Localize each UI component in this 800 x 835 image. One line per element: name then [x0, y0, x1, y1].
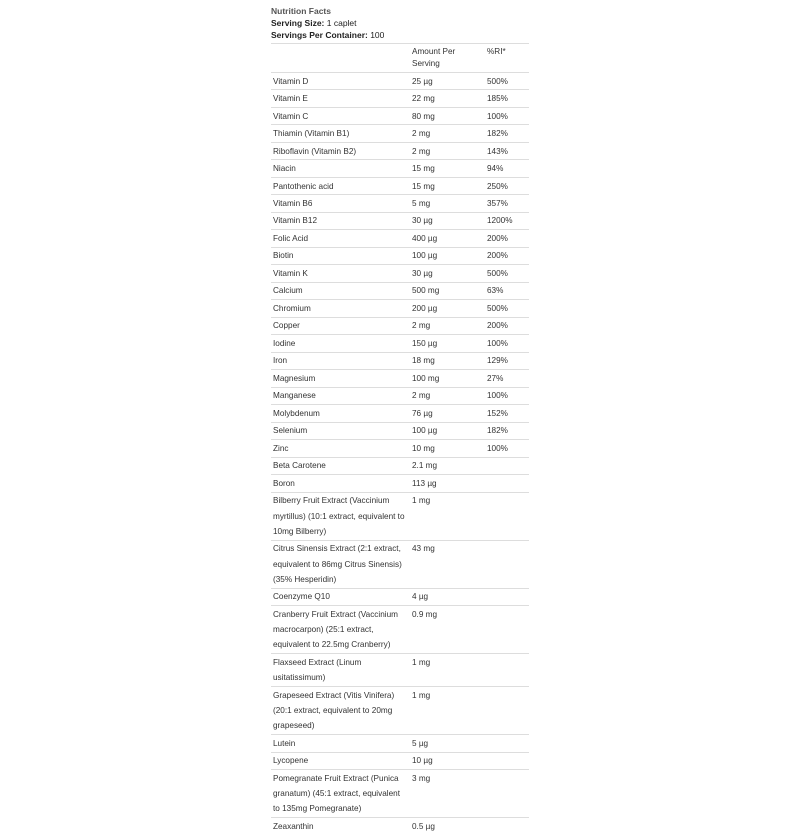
ri-cell — [485, 735, 529, 752]
table-row — [271, 492, 529, 540]
nutrient-name-cell: Selenium — [271, 422, 410, 439]
nutrient-name-cell: Vitamin K — [271, 265, 410, 282]
table-row — [271, 73, 529, 90]
ri-cell: 1200% — [485, 212, 529, 229]
amount-cell: 100 µg — [410, 247, 485, 264]
nutrient-name-cell: Citrus Sinensis Extract (2:1 extract, equivalent to 86mg Citrus Sinensis) (35% Hesperidin) — [271, 540, 410, 588]
table-row — [271, 247, 529, 264]
servings-per-container-label: Servings Per Container: — [271, 30, 368, 40]
amount-cell: 3 mg — [410, 770, 485, 818]
table-row — [271, 212, 529, 229]
ri-cell: 500% — [485, 73, 529, 90]
servings-per-container-value: 100 — [367, 30, 385, 40]
table-row — [271, 335, 529, 352]
table-row — [271, 440, 529, 457]
ri-cell: 500% — [485, 300, 529, 317]
nutrient-name-cell: Pantothenic acid — [271, 177, 410, 194]
ri-cell: 94% — [485, 160, 529, 177]
table-row — [271, 540, 529, 588]
ri-cell — [485, 492, 529, 540]
ri-cell: 200% — [485, 247, 529, 264]
nutrient-name-cell: Vitamin D — [271, 73, 410, 90]
amount-cell: 400 µg — [410, 230, 485, 247]
ri-cell: 182% — [485, 422, 529, 439]
nutrition-table-body — [271, 73, 529, 835]
amount-cell: 80 mg — [410, 107, 485, 124]
ri-cell — [485, 818, 529, 835]
nutrient-name-cell: Beta Carotene — [271, 457, 410, 474]
table-row — [271, 457, 529, 474]
ri-cell: 100% — [485, 387, 529, 404]
table-row — [271, 687, 529, 735]
serving-size-line — [271, 17, 529, 29]
table-row — [271, 818, 529, 835]
nutrient-name-cell: Calcium — [271, 282, 410, 299]
nutrient-name-cell: Flaxseed Extract (Linum usitatissimum) — [271, 654, 410, 687]
nutrient-name-cell: Biotin — [271, 247, 410, 264]
nutrient-name-cell: Bilberry Fruit Extract (Vaccinium myrtillus) (10:1 extract, equivalent to 10mg Bilberry) — [271, 492, 410, 540]
ri-column-header: %RI* — [485, 44, 529, 73]
ri-cell: 182% — [485, 125, 529, 142]
table-row — [271, 735, 529, 752]
amount-cell: 2 mg — [410, 387, 485, 404]
amount-cell: 2 mg — [410, 317, 485, 334]
table-header-row — [271, 44, 529, 73]
table-row — [271, 230, 529, 247]
ri-cell — [485, 588, 529, 605]
nutrient-name-cell: Magnesium — [271, 370, 410, 387]
serving-size-value: 1 caplet — [324, 18, 357, 28]
table-row — [271, 317, 529, 334]
nutrient-name-cell: Folic Acid — [271, 230, 410, 247]
amount-cell: 30 µg — [410, 212, 485, 229]
table-row — [271, 282, 529, 299]
table-row — [271, 606, 529, 654]
table-row — [271, 770, 529, 818]
nutrient-name-cell: Thiamin (Vitamin B1) — [271, 125, 410, 142]
amount-cell: 43 mg — [410, 540, 485, 588]
amount-cell: 5 mg — [410, 195, 485, 212]
amount-cell: 1 mg — [410, 687, 485, 735]
amount-cell: 2 mg — [410, 142, 485, 159]
table-row — [271, 142, 529, 159]
table-row — [271, 265, 529, 282]
nutrient-name-cell: Grapeseed Extract (Vitis Vinifera) (20:1 extract, equivalent to 20mg grapeseed) — [271, 687, 410, 735]
nutrient-name-cell: Molybdenum — [271, 405, 410, 422]
ri-cell: 357% — [485, 195, 529, 212]
serving-size-label: Serving Size: — [271, 18, 325, 28]
amount-cell: 500 mg — [410, 282, 485, 299]
amount-cell: 1 mg — [410, 492, 485, 540]
nutrient-name-cell: Vitamin E — [271, 90, 410, 107]
amount-cell: 113 µg — [410, 475, 485, 492]
ri-cell — [485, 540, 529, 588]
table-row — [271, 195, 529, 212]
table-row — [271, 107, 529, 124]
nutrient-name-cell: Copper — [271, 317, 410, 334]
table-row — [271, 160, 529, 177]
amount-cell: 100 mg — [410, 370, 485, 387]
ri-cell: 27% — [485, 370, 529, 387]
table-row — [271, 752, 529, 769]
amount-cell: 22 mg — [410, 90, 485, 107]
nutrient-name-cell: Niacin — [271, 160, 410, 177]
amount-cell: 76 µg — [410, 405, 485, 422]
nutrient-name-cell: Iron — [271, 352, 410, 369]
amount-cell: 0.5 µg — [410, 818, 485, 835]
table-row — [271, 422, 529, 439]
ri-cell: 250% — [485, 177, 529, 194]
nutrient-name-cell: Zeaxanthin — [271, 818, 410, 835]
ri-cell: 200% — [485, 230, 529, 247]
ri-cell: 129% — [485, 352, 529, 369]
nutrient-name-cell: Manganese — [271, 387, 410, 404]
ri-cell: 500% — [485, 265, 529, 282]
amount-cell: 100 µg — [410, 422, 485, 439]
amount-cell: 5 µg — [410, 735, 485, 752]
nutrient-name-cell: Cranberry Fruit Extract (Vaccinium macrocarpon) (25:1 extract, equivalent to 22.5mg Cranberry) — [271, 606, 410, 654]
table-row — [271, 177, 529, 194]
amount-cell: 15 mg — [410, 177, 485, 194]
ri-cell — [485, 687, 529, 735]
nutrient-name-cell: Iodine — [271, 335, 410, 352]
ri-cell: 63% — [485, 282, 529, 299]
ri-cell — [485, 606, 529, 654]
nutrient-name-cell: Vitamin B6 — [271, 195, 410, 212]
amount-cell: 10 µg — [410, 752, 485, 769]
nutrient-name-cell: Boron — [271, 475, 410, 492]
ri-cell: 200% — [485, 317, 529, 334]
ri-cell: 152% — [485, 405, 529, 422]
ri-cell: 100% — [485, 107, 529, 124]
nutrient-column-header — [271, 44, 410, 73]
amount-cell: 4 µg — [410, 588, 485, 605]
nutrient-name-cell: Coenzyme Q10 — [271, 588, 410, 605]
amount-column-header: Amount Per Serving — [410, 44, 485, 73]
ri-cell — [485, 770, 529, 818]
amount-cell: 2.1 mg — [410, 457, 485, 474]
nutrient-name-cell: Vitamin B12 — [271, 212, 410, 229]
amount-cell: 2 mg — [410, 125, 485, 142]
nutrient-name-cell: Lutein — [271, 735, 410, 752]
amount-cell: 0.9 mg — [410, 606, 485, 654]
nutrient-name-cell: Zinc — [271, 440, 410, 457]
table-row — [271, 588, 529, 605]
table-row — [271, 370, 529, 387]
table-row — [271, 387, 529, 404]
ri-cell — [485, 457, 529, 474]
amount-cell: 10 mg — [410, 440, 485, 457]
ri-cell — [485, 475, 529, 492]
amount-cell: 25 µg — [410, 73, 485, 90]
table-row — [271, 475, 529, 492]
table-row — [271, 90, 529, 107]
table-row — [271, 125, 529, 142]
table-row — [271, 352, 529, 369]
amount-cell: 200 µg — [410, 300, 485, 317]
amount-cell: 18 mg — [410, 352, 485, 369]
ri-cell — [485, 752, 529, 769]
table-row — [271, 654, 529, 687]
nutrient-name-cell: Riboflavin (Vitamin B2) — [271, 142, 410, 159]
ri-cell: 100% — [485, 335, 529, 352]
ri-cell: 143% — [485, 142, 529, 159]
table-row — [271, 405, 529, 422]
amount-cell: 1 mg — [410, 654, 485, 687]
servings-per-container-line — [271, 29, 529, 41]
ri-cell: 185% — [485, 90, 529, 107]
nutrient-name-cell: Pomegranate Fruit Extract (Punica granatum) (45:1 extract, equivalent to 135mg Pomegranate) — [271, 770, 410, 818]
amount-cell: 30 µg — [410, 265, 485, 282]
nutrient-name-cell: Chromium — [271, 300, 410, 317]
nutrition-facts-title: Nutrition Facts — [271, 6, 331, 16]
ri-cell — [485, 654, 529, 687]
nutrient-name-cell: Lycopene — [271, 752, 410, 769]
ri-cell: 100% — [485, 440, 529, 457]
nutrition-table — [271, 43, 529, 835]
amount-cell: 15 mg — [410, 160, 485, 177]
table-row — [271, 300, 529, 317]
nutrition-facts-panel — [271, 5, 529, 835]
amount-cell: 150 µg — [410, 335, 485, 352]
nutrient-name-cell: Vitamin C — [271, 107, 410, 124]
